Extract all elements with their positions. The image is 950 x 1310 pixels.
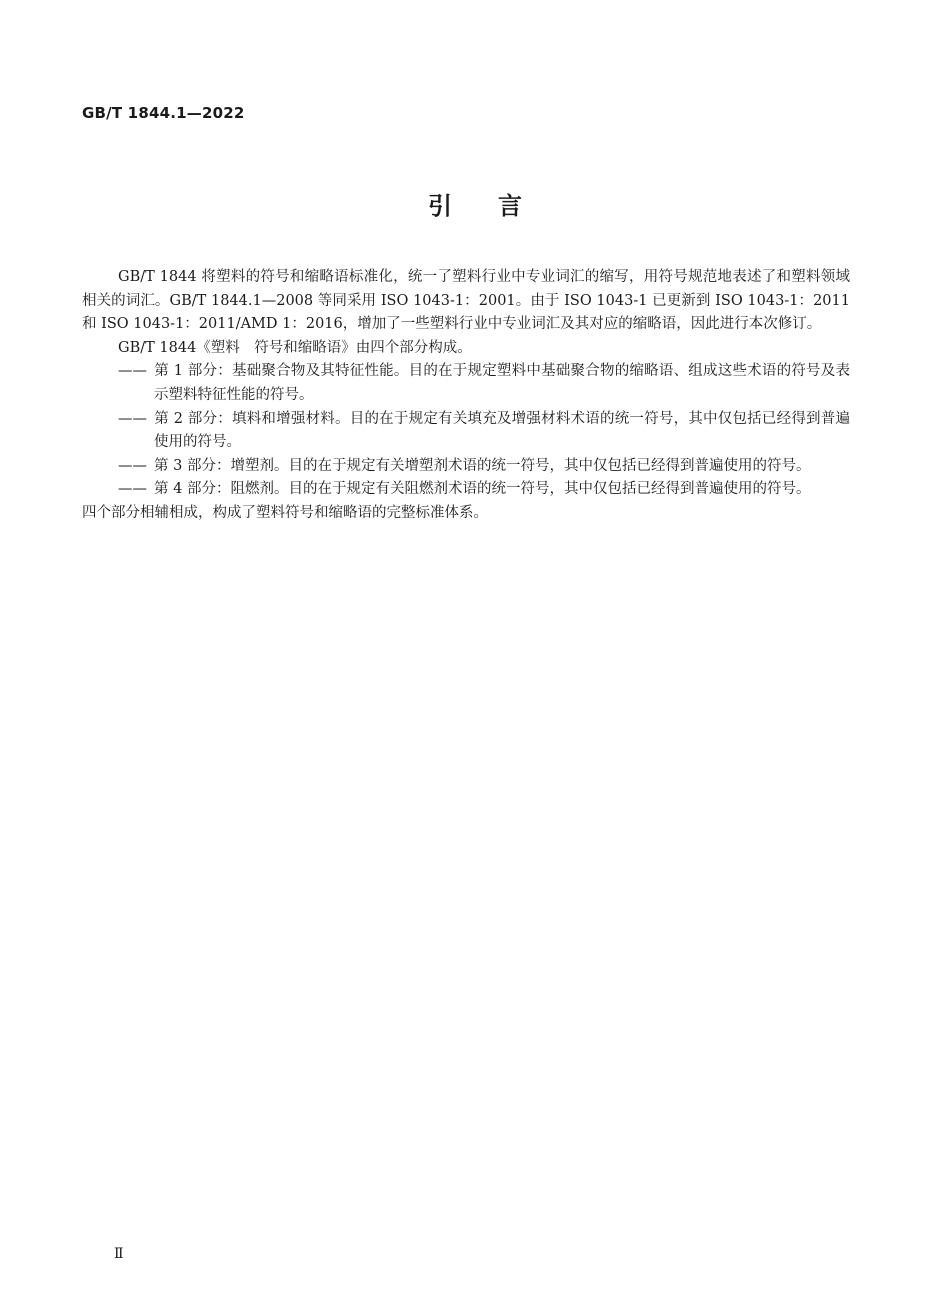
parts-list: [82, 360, 850, 502]
dash-marker: ——: [118, 481, 147, 498]
document-body: [82, 266, 850, 526]
part-text: 第 1 部分：基础聚合物及其特征性能。目的在于规定塑料中基础聚合物的缩略语、组成这些术语的符号及表示塑料特征性能的符号。: [154, 363, 850, 403]
dash-marker: ——: [118, 457, 147, 474]
dash-marker: ——: [118, 410, 147, 427]
list-item: [82, 360, 850, 407]
list-item: [82, 408, 850, 455]
structure-paragraph: GB/T 1844《塑料 符号和缩略语》由四个部分构成。: [118, 339, 472, 356]
dash-marker: ——: [118, 363, 147, 380]
list-item: [82, 455, 850, 479]
part-text: 第 2 部分：填料和增强材料。目的在于规定有关填充及增强材料术语的统一符号，其中仅包括已经得到普遍使用的符号。: [154, 410, 850, 451]
section-title: 引言: [428, 192, 568, 220]
page-number: Ⅱ: [114, 1246, 124, 1262]
part-text: 第 4 部分：阻燃剂。目的在于规定有关阻燃剂术语的统一符号，其中仅包括已经得到普遍使用的符号。: [154, 481, 811, 498]
list-item: [82, 478, 850, 502]
intro-paragraph: GB/T 1844 将塑料的符号和缩略语标准化，统一了塑料行业中专业词汇的缩写，用符号规范地表述了和塑料领域相关的词汇。GB/T 1844.1—2008 等同采用 ISO 1043-1：2001。由于 ISO 1043-1 已更新到 ISO 1043-1：2011 和 ISO 1043-1：2011/AMD 1：2016，增加了一些塑料行业中专业词汇及其对应的缩略语，因此进行本次修订。: [82, 269, 850, 333]
closing-paragraph: 四个部分相辅相成，构成了塑料符号和缩略语的完整标准体系。: [82, 504, 488, 521]
document-code: GB/T 1844.1—2022: [82, 104, 245, 122]
part-text: 第 3 部分：增塑剂。目的在于规定有关增塑剂术语的统一符号，其中仅包括已经得到普遍使用的符号。: [154, 457, 811, 474]
